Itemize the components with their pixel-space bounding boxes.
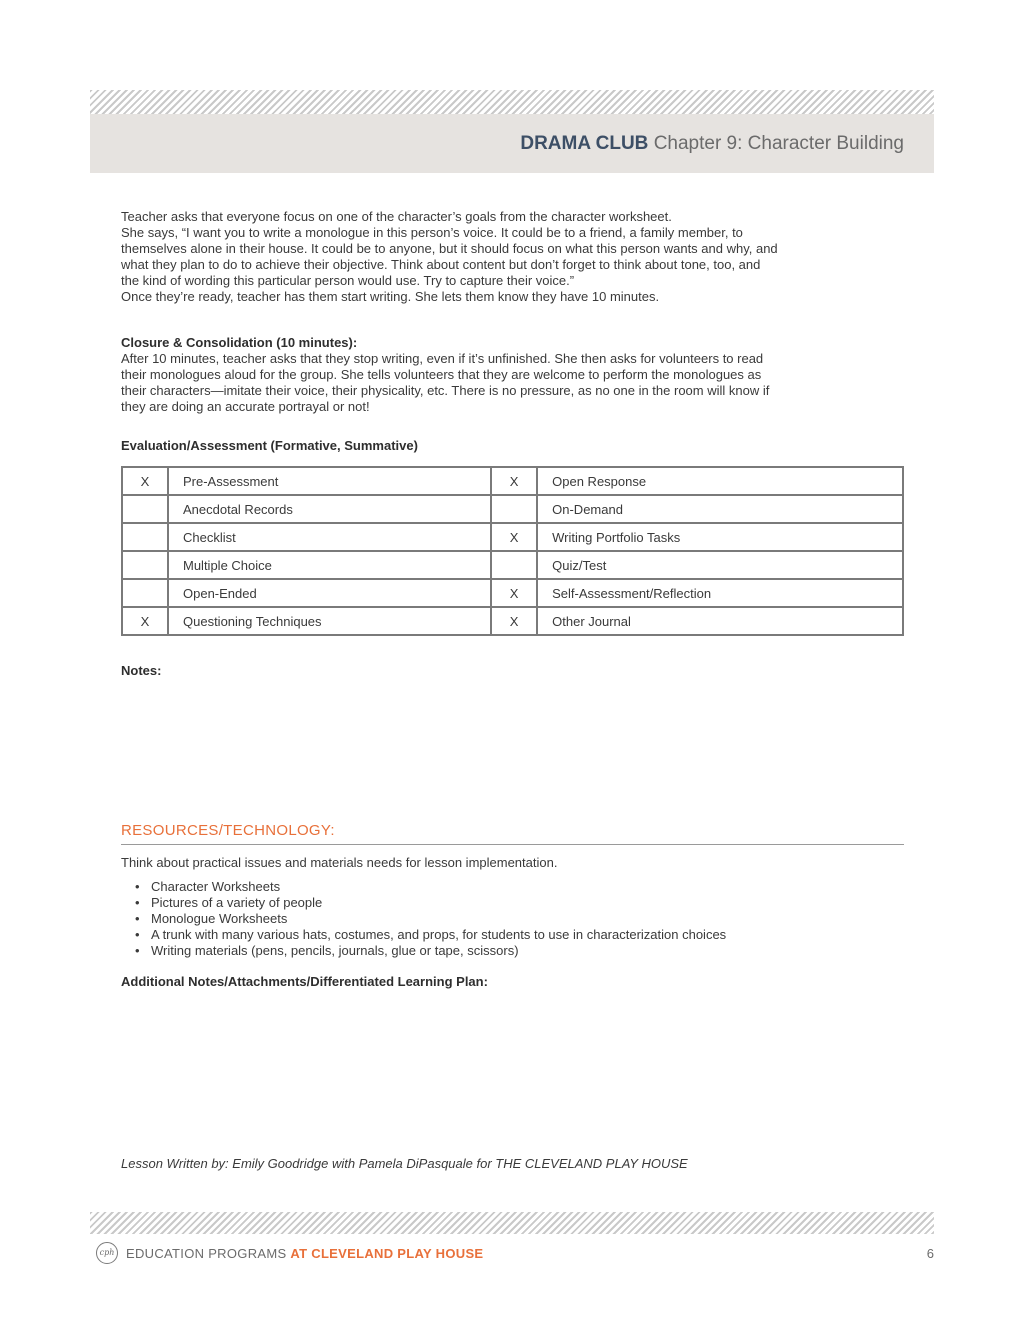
intro-paragraph-2 (121, 225, 904, 289)
closure-heading: Closure & Consolidation (10 minutes): (121, 335, 358, 350)
assessment-label: Open-Ended (168, 579, 491, 607)
closure-section (121, 335, 904, 415)
line: their characters—imitate their voice, their physicality, etc. There is no pressure, as no one in the room will know if (121, 383, 770, 398)
assessment-label: Writing Portfolio Tasks (537, 523, 903, 551)
resources-section (121, 855, 904, 959)
intro-paragraph-3: Once they’re ready, teacher has them start writing. She lets them know they have 10 minutes. (121, 289, 660, 304)
assessment-label: Other Journal (537, 607, 903, 635)
table-row (122, 495, 903, 523)
resources-intro: Think about practical issues and materials needs for lesson implementation. (121, 855, 558, 870)
evaluation-table (121, 466, 904, 636)
resources-divider (121, 844, 904, 845)
page-number: 6 (926, 1246, 934, 1261)
intro-section (121, 209, 904, 305)
line: themselves alone in their house. It could be to anyone, but it should focus on what this person wants and why, and (121, 241, 778, 256)
evaluation-section (121, 438, 904, 454)
list-item: • Character Worksheets (121, 879, 904, 895)
check-mark: X (491, 467, 537, 495)
assessment-label: Checklist (168, 523, 491, 551)
page-title (520, 133, 904, 155)
line: the kind of wording this particular person would use. Try to capture their voice.” (121, 273, 575, 288)
footer-hatch-bar (90, 1212, 934, 1234)
resources-title: RESOURCES/TECHNOLOGY: (121, 822, 335, 839)
line: what they plan to do to achieve their objective. Think about content but don’t forget to think about tone, too, and (121, 257, 761, 272)
check-mark: X (491, 607, 537, 635)
assessment-label: Multiple Choice (168, 551, 491, 579)
evaluation-heading: Evaluation/Assessment (Formative, Summative) (121, 438, 418, 453)
list-item: • Writing materials (pens, pencils, journals, glue or tape, scissors) (121, 943, 904, 959)
assessment-label: Self-Assessment/Reflection (537, 579, 903, 607)
header-hatch-bar (90, 90, 934, 114)
footer-text (126, 1246, 483, 1261)
check-mark: X (491, 579, 537, 607)
title-rest: Chapter 9: Character Building (653, 133, 904, 154)
title-strong: DRAMA CLUB (520, 133, 649, 154)
check-mark (491, 551, 537, 579)
lesson-credit: Lesson Written by: Emily Goodridge with Pamela DiPasquale for THE CLEVELAND PLAY HOUSE (121, 1156, 688, 1171)
check-mark (491, 495, 537, 523)
table-row (122, 551, 903, 579)
list-item: • Pictures of a variety of people (121, 895, 904, 911)
assessment-label: Pre-Assessment (168, 467, 491, 495)
additional-notes-label: Additional Notes/Attachments/Differentiated Learning Plan: (121, 974, 488, 989)
check-mark (122, 495, 168, 523)
notes-label: Notes: (121, 663, 162, 678)
check-mark: X (122, 607, 168, 635)
assessment-label: Anecdotal Records (168, 495, 491, 523)
line: After 10 minutes, teacher asks that they stop writing, even if it’s unfinished. She then asks for volunteers to read (121, 351, 764, 366)
footer-text-plain: EDUCATION PROGRAMS (126, 1246, 287, 1261)
list-item: • A trunk with many various hats, costumes, and props, for students to use in characterization choices (121, 927, 904, 943)
resources-list (121, 879, 904, 959)
header-band (90, 114, 934, 173)
cph-logo-icon: cph (96, 1242, 118, 1264)
line: their monologues aloud for the group. She tells volunteers that they are welcome to perform the monologues as (121, 367, 762, 382)
additional-notes-section (121, 974, 904, 990)
list-item: • Monologue Worksheets (121, 911, 904, 927)
check-mark (122, 551, 168, 579)
table-row (122, 523, 903, 551)
check-mark: X (122, 467, 168, 495)
closure-paragraph (121, 351, 904, 415)
table-row (122, 579, 903, 607)
check-mark: X (491, 523, 537, 551)
check-mark (122, 579, 168, 607)
line: She says, “I want you to write a monologue in this person’s voice. It could be to a friend, a family member, to (121, 225, 743, 240)
assessment-label: On-Demand (537, 495, 903, 523)
check-mark (122, 523, 168, 551)
line: they are doing an accurate portrayal or not! (121, 399, 370, 414)
assessment-label: Questioning Techniques (168, 607, 491, 635)
table-row (122, 607, 903, 635)
notes-section (121, 663, 904, 679)
assessment-label: Open Response (537, 467, 903, 495)
table-row (122, 467, 903, 495)
footer-text-accent: AT CLEVELAND PLAY HOUSE (290, 1246, 484, 1261)
intro-paragraph-1: Teacher asks that everyone focus on one of the character’s goals from the character worksheet. (121, 209, 672, 224)
page-footer (90, 1241, 934, 1265)
assessment-label: Quiz/Test (537, 551, 903, 579)
